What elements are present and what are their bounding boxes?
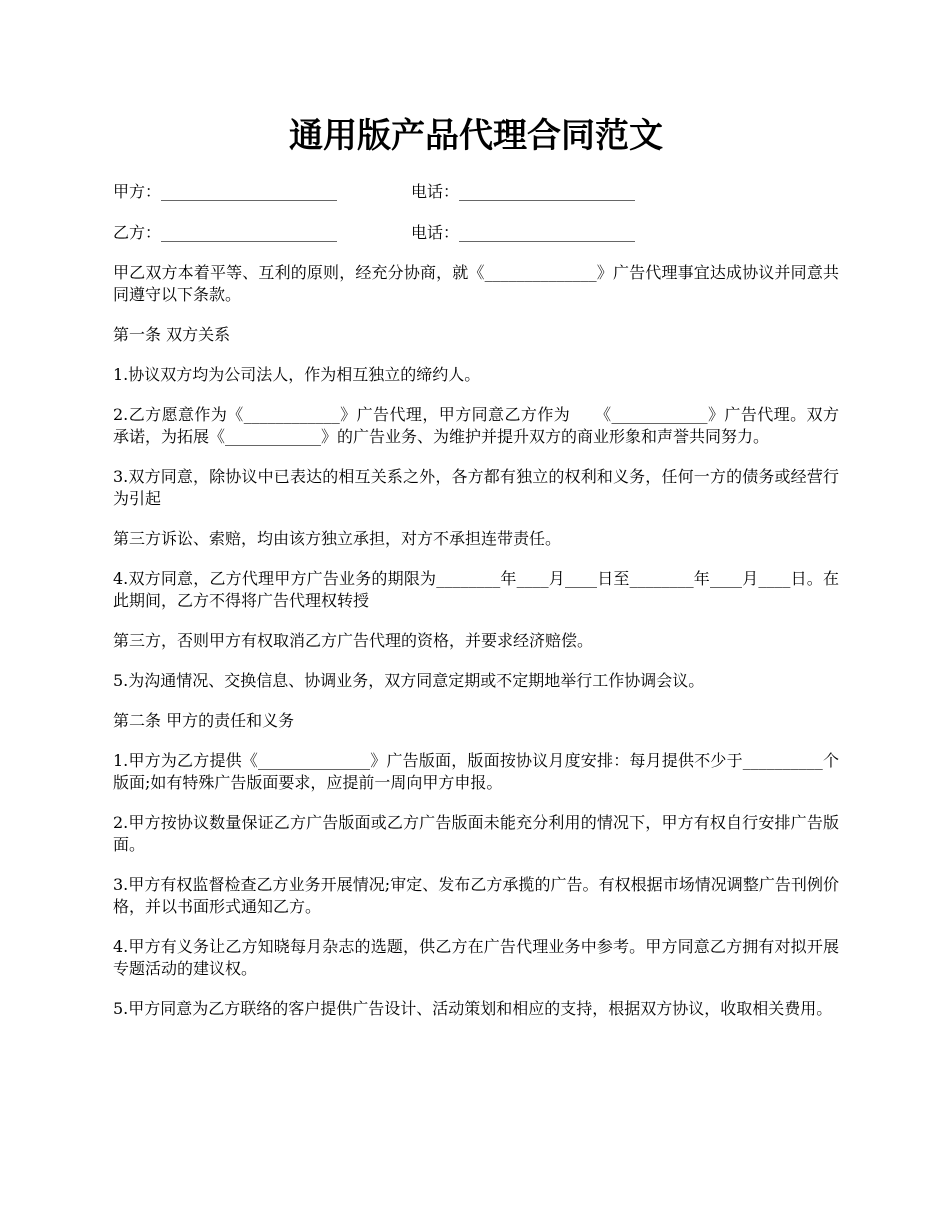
section-heading: 第一条 双方关系 <box>113 325 231 344</box>
clause-paragraph: 3.双方同意，除协议中已表达的相互关系之外，各方都有独立的权利和义务，任何一方的债务或经营行为引起 <box>113 467 839 508</box>
clause-paragraph: 5.甲方同意为乙方联络的客户提供广告设计、活动策划和相应的支持，根据双方协议，收取相关费用。 <box>113 999 833 1018</box>
clause-paragraph: 2.乙方愿意作为《____________》广告代理，甲方同意乙方作为 《____________》广告代理。双方承诺，为拓展《____________》的广告业务、为维护并提升双方的商业形象和声誉共同努力。 <box>113 405 839 446</box>
party-a-field: 甲方：______________________ <box>113 182 338 201</box>
clause-paragraph: 2.甲方按协议数量保证乙方广告版面或乙方广告版面未能充分利用的情况下，甲方有权自行安排广告版面。 <box>113 813 839 854</box>
clause-paragraph: 1.协议双方均为公司法人，作为相互独立的缔约人。 <box>113 365 481 384</box>
party-b-phone-field: 电话：______________________ <box>411 223 636 242</box>
party-a-phone-field: 电话：______________________ <box>411 182 636 201</box>
clause-paragraph: 第三方诉讼、索赔，均由该方独立承担，对方不承担连带责任。 <box>113 529 562 548</box>
contract-body <box>113 262 839 1038</box>
section-heading: 第二条 甲方的责任和义务 <box>113 711 295 730</box>
clause-paragraph: 5.为沟通情况、交换信息、协调业务，双方同意定期或不定期地举行工作协调会议。 <box>113 671 705 690</box>
clause-paragraph: 4.甲方有义务让乙方知晓每月杂志的选题，供乙方在广告代理业务中参考。甲方同意乙方拥有对拟开展专题活动的建议权。 <box>113 937 839 978</box>
clause-paragraph: 3.甲方有权监督检查乙方业务开展情况;审定、发布乙方承揽的广告。有权根据市场情况调整广告刊例价格，并以书面形式通知乙方。 <box>113 875 839 916</box>
document-title: 通用版产品代理合同范文 <box>289 116 663 156</box>
clause-paragraph: 第三方，否则甲方有权取消乙方广告代理的资格，并要求经济赔偿。 <box>113 631 594 650</box>
party-b-field: 乙方：______________________ <box>113 223 338 242</box>
clause-paragraph: 1.甲方为乙方提供《______________》广告版面，版面按协议月度安排：每月提供不少于__________个版面;如有特殊广告版面要求，应提前一周向甲方申报。 <box>113 751 839 792</box>
intro-paragraph: 甲乙双方本着平等、互利的原则，经充分协商，就《______________》广告代理事宜达成协议并同意共同遵守以下条款。 <box>113 263 839 304</box>
clause-paragraph: 4.双方同意，乙方代理甲方广告业务的期限为________年____月____日至________年____月____日。在此期间，乙方不得将广告代理权转授 <box>113 569 839 610</box>
